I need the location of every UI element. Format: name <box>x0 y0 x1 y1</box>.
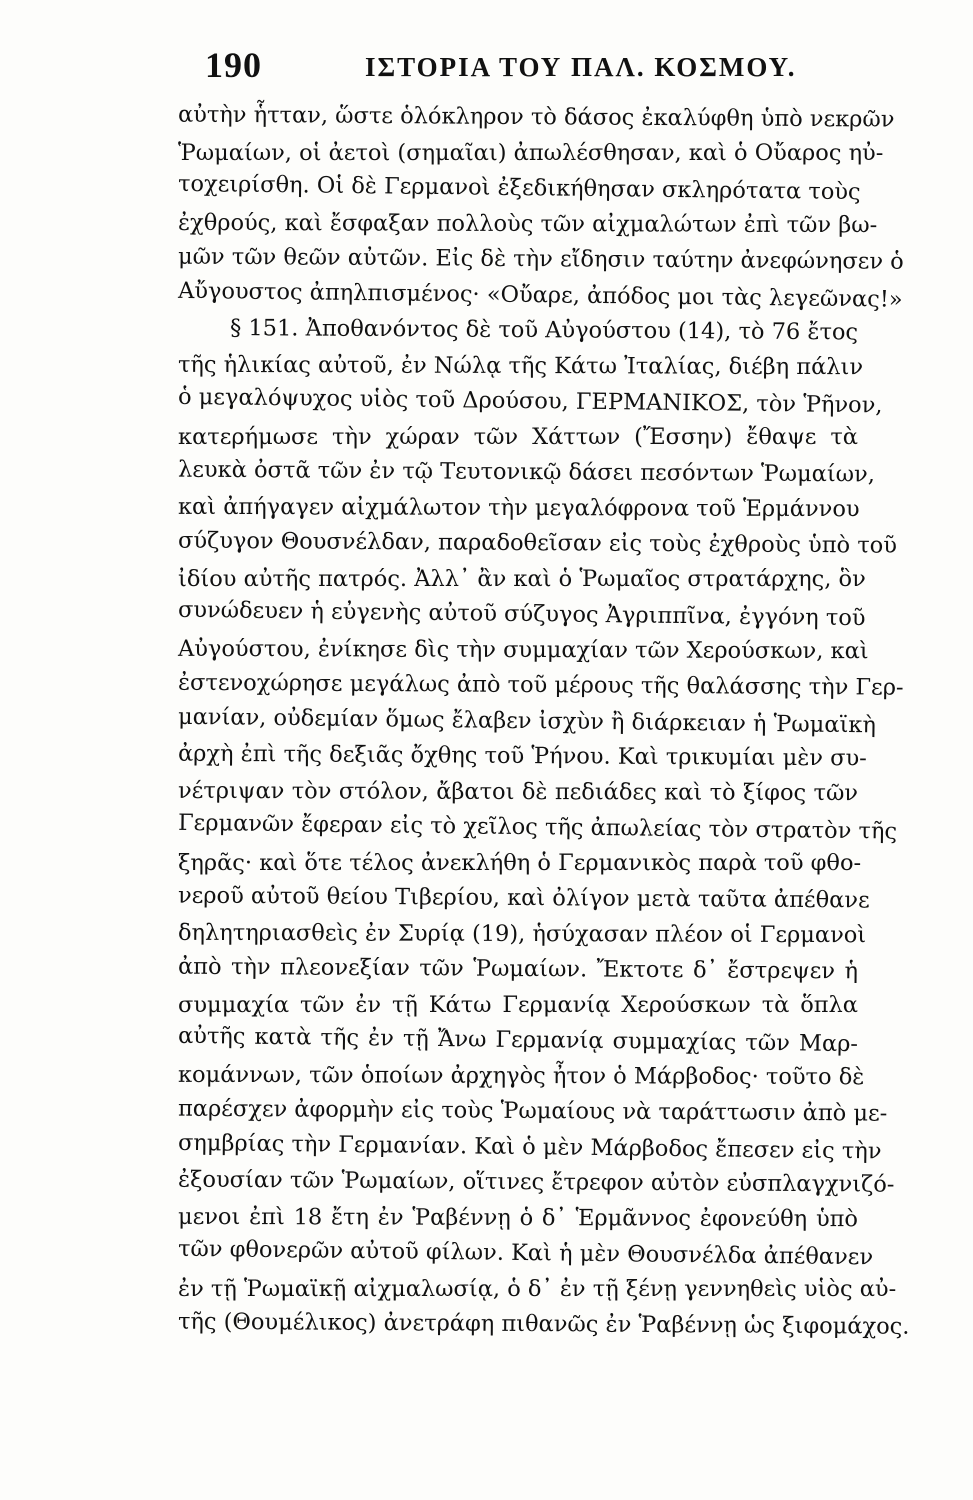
running-title: ΙΣΤΟΡΙΑ ΤΟΥ ΠΑΛ. ΚΟΣΜΟΥ. <box>365 52 797 82</box>
text-line: τῶν φθονερῶν αὐτοῦ φίλων. Καὶ ἡ μὲν Θουσνέλδα ἀπέθανεν <box>177 1235 874 1271</box>
text-line: μῶν τῶν θεῶν αὐτῶν. Εἰς δὲ τὴν εἴδησιν ταύτην ἀνεφώνησεν ὁ <box>177 243 904 275</box>
text-line: αὐτῆς κατὰ τῆς ἐν τῇ Ἄνω Γερμανίᾳ συμμαχίας τῶν Μαρ- <box>177 1022 859 1058</box>
text-line: Ῥωμαίων, οἱ ἀετοὶ (σημαῖαι) ἀπωλέσθησαν, καὶ ὁ Οὔαρος ηὐ- <box>178 139 884 166</box>
text-line: τῆς ἡλικίας αὐτοῦ, ἐν Νώλᾳ τῆς Κάτω Ἰταλίας, διέβη πάλιν <box>177 351 864 380</box>
section-heading-line: § 151. Ἀποθανόντος δὲ τοῦ Αὐγούστου (14), τὸ 76 ἔτος <box>229 314 859 346</box>
page-header <box>205 44 905 94</box>
text-line: τοχειρίσθη. Οἱ δὲ Γερμανοὶ ἐξεδικήθησαν σκληρότατα τοὺς <box>177 170 861 206</box>
text-line: αὐτὴν ἧτταν, ὥστε ὁλόκληρον τὸ δάσος ἐκαλύφθη ὑπὸ νεκρῶν <box>177 101 895 133</box>
text-line: ἐν τῇ Ῥωμαϊκῇ αἰχμαλωσίᾳ, ὁ δ᾽ ἐν τῇ ξένῃ γεννηθεὶς υἱὸς αὐ- <box>178 1275 897 1302</box>
text-line: Αὐγούστου, ἐνίκησε δὶς τὴν συμμαχίαν τῶν Χερούσκων, καὶ <box>177 635 869 664</box>
page-number: 190 <box>205 45 262 85</box>
text-line: μενοι ἐπὶ 18 ἔτη ἐν Ῥαβέννῃ ὁ δ᾽ Ἑρμᾶννος ἐφονεύθη ὑπὸ <box>177 1203 859 1232</box>
text-line: ἐξουσίαν τῶν Ῥωμαίων, οἵτινες ἔτρεφον αὐτὸν εὐσπλαγχνιζό- <box>177 1166 895 1198</box>
text-line: Γερμανῶν ἔφεραν εἰς τὸ χεῖλος τῆς ἀπωλείας τὸν στρατὸν τῆς <box>177 809 898 845</box>
text-line: κομάννων, τῶν ὁποίων ἀρχηγὸς ἦτον ὁ Μάρβοδος· τοῦτο δὲ <box>177 1061 865 1090</box>
text-line: ἰδίου αὐτῆς πατρός. Ἀλλ᾽ ἂν καὶ ὁ Ῥωμαῖος στρατάρχης, ὃν <box>178 565 866 592</box>
text-line: καὶ ἀπήγαγεν αἰχμάλωτον τὴν μεγαλόφρονα τοῦ Ἑρμάννου <box>177 493 860 522</box>
text-line: συνώδευεν ἡ εὐγενὴς αὐτοῦ σύζυγος Ἀγριππῖνα, ἐγγόνη τοῦ <box>177 596 866 632</box>
text-line: νέτριψαν τὸν στόλον, ἄβατοι δὲ πεδιάδες καὶ τὸ ξίφος τῶν <box>177 777 859 806</box>
text-line: Αὔγουστος ἀπηλπισμένος· «Οὔαρε, ἀπόδος μοι τὰς λεγεῶνας!» <box>177 277 903 313</box>
text-line: παρέσχεν ἀφορμὴν εἰς τοὺς Ῥωμαίους νὰ ταράττωσιν ἀπὸ με- <box>177 1095 888 1127</box>
text-line: ἐχθρούς, καὶ ἔσφαξαν πολλοὺς τῶν αἰχμαλώτων ἐπὶ τῶν βω- <box>177 209 878 238</box>
text-line: μανίαν, οὐδεμίαν ὅμως ἔλαβεν ἰσχὺν ἢ διάρκειαν ἡ Ῥωμαϊκὴ <box>177 703 877 738</box>
text-line: σύζυγον Θουσνέλδαν, παραδοθεῖσαν εἰς τοὺς ἐχθροὺς ὑπὸ τοῦ <box>177 527 898 559</box>
text-line: ἀρχὴ ἐπὶ τῆς δεξιᾶς ὄχθης τοῦ Ῥήνου. Καὶ τρικυμίαι μὲν συ- <box>177 740 867 772</box>
text-line: τῆς (Θουμέλικος) ἀνετράφη πιθανῶς ἐν Ῥαβέννῃ ὡς ξιφομάχος. <box>177 1308 910 1340</box>
text-line: δηλητηριασθεὶς ἐν Συρίᾳ (19), ἡσύχασαν πλέον οἱ Γερμανοὶ <box>177 919 867 948</box>
text-line: ἀπὸ τὴν πλεονεξίαν τῶν Ῥωμαίων. Ἔκτοτε δ᾽ ἔστρεψεν ἡ <box>177 953 859 985</box>
text-line: ὁ μεγαλόψυχος υἱὸς τοῦ Δρούσου, ΓΕΡΜΑΝΙΚΟΣ, τὸν Ῥῆνον, <box>177 383 883 419</box>
text-line: ἐστενοχώρησε μεγάλως ἀπὸ τοῦ μέρους τῆς θαλάσσης τὴν Γερ- <box>177 669 904 701</box>
text-line: λευκὰ ὀστᾶ τῶν ἐν τῷ Τευτονικῷ δάσει πεσόντων Ῥωμαίων, <box>177 456 875 488</box>
text-line: νεροῦ αὐτοῦ θείου Τιβερίου, καὶ ὀλίγον μετὰ ταῦτα ἀπέθανε <box>177 882 870 914</box>
text-line: σημβρίας τὴν Γερμανίαν. Καὶ ὁ μὲν Μάρβοδος ἔπεσεν εἰς τὴν <box>177 1129 882 1164</box>
text-line: κατερήμωσε τὴν χώραν τῶν Χάττων (Ἔσσην) ἔθαψε τὰ <box>178 423 858 450</box>
body-text <box>177 100 910 1343</box>
text-line: ξηρᾶς· καὶ ὅτε τέλος ἀνεκλήθη ὁ Γερμανικὸς παρὰ τοῦ φθο- <box>178 849 862 876</box>
text-line: συμμαχία τῶν ἐν τῇ Κάτω Γερμανίᾳ Χερούσκων τὰ ὅπλα <box>178 991 858 1018</box>
